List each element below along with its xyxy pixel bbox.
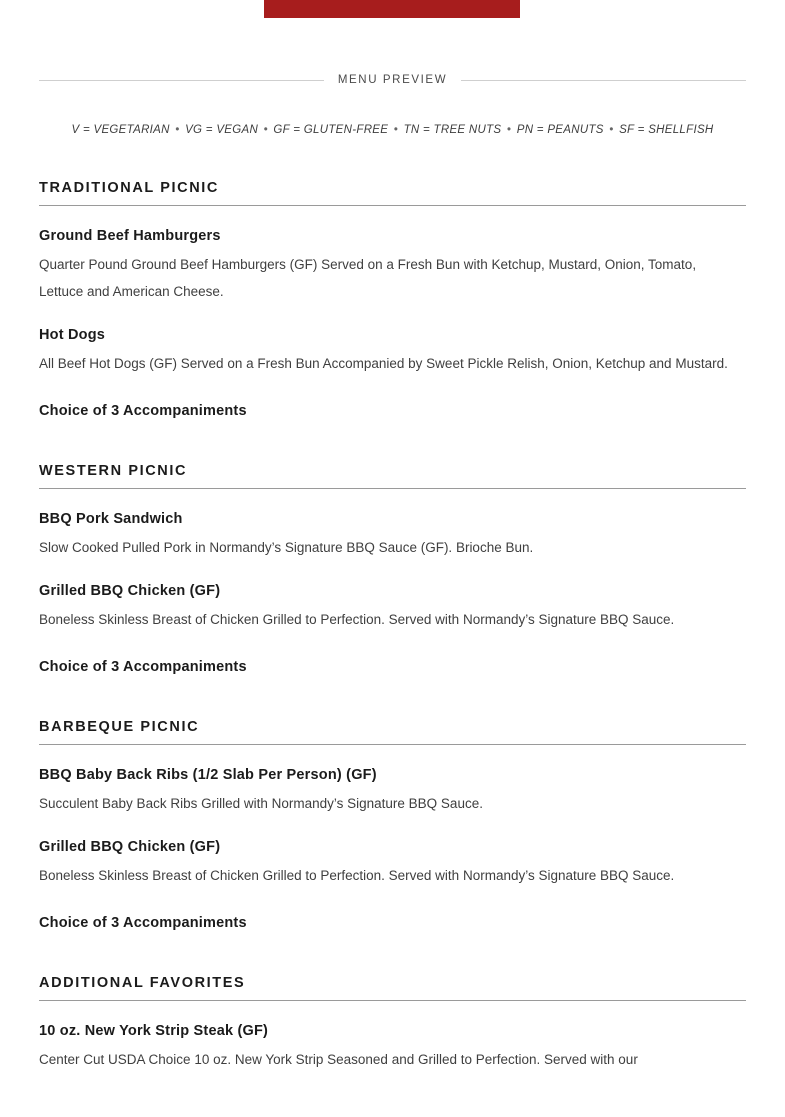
menu-section (39, 975, 746, 1073)
menu-item (39, 228, 746, 305)
divider-rule-left (39, 80, 324, 81)
legend-entry (517, 124, 604, 136)
accompaniments-note: Choice of 3 Accompaniments (39, 915, 247, 931)
menu-item (39, 583, 746, 633)
legend-entry (273, 124, 388, 136)
menu-item-name: BBQ Pork Sandwich (39, 511, 183, 527)
menu-section (39, 463, 746, 675)
legend-separator: • (503, 124, 515, 136)
menu-item-name: Grilled BBQ Chicken (GF) (39, 583, 221, 599)
menu-sections (39, 180, 746, 1073)
legend-code: VG (185, 124, 203, 136)
legend-name: GLUTEN-FREE (303, 124, 389, 136)
section-title: WESTERN PICNIC (39, 463, 746, 489)
menu-item-description: Boneless Skinless Breast of Chicken Grilled to Perfection. Served with Normandy’s Signature BBQ Sauce. (39, 868, 675, 883)
menu-item-description: Quarter Pound Ground Beef Hamburgers (GF) Served on a Fresh Bun with Ketchup, Mustard, Onion, Tomato, Lettuce and American Cheese. (39, 257, 697, 299)
menu-item-name: 10 oz. New York Strip Steak (GF) (39, 1023, 269, 1039)
menu-item-name: Ground Beef Hamburgers (39, 228, 221, 244)
menu-item-name: Grilled BBQ Chicken (GF) (39, 839, 221, 855)
legend-name: VEGAN (216, 124, 259, 136)
menu-content (39, 74, 746, 1083)
accompaniments-note: Choice of 3 Accompaniments (39, 659, 247, 675)
legend-equals: = (202, 124, 217, 136)
menu-section (39, 719, 746, 931)
legend-name: SHELLFISH (648, 124, 714, 136)
menu-item-description: Succulent Baby Back Ribs Grilled with Normandy’s Signature BBQ Sauce. (39, 796, 483, 811)
legend-equals: = (79, 124, 94, 136)
cta-button[interactable] (264, 0, 520, 18)
legend-separator: • (605, 124, 618, 136)
legend-code: GF (273, 124, 290, 136)
menu-item-description: Center Cut USDA Choice 10 oz. New York Strip Seasoned and Grilled to Perfection. Served with our (39, 1052, 638, 1067)
legend-entry (185, 124, 258, 136)
menu-item-name: BBQ Baby Back Ribs (1/2 Slab Per Person) (GF) (39, 767, 377, 783)
legend-equals: = (419, 124, 434, 136)
legend-name: PEANUTS (547, 124, 604, 136)
menu-preview-divider (39, 74, 746, 86)
menu-item-description: Slow Cooked Pulled Pork in Normandy’s Signature BBQ Sauce (GF). Brioche Bun. (39, 540, 534, 555)
menu-item (39, 327, 746, 377)
legend-separator: • (390, 124, 402, 136)
section-title: BARBEQUE PICNIC (39, 719, 746, 745)
section-title: TRADITIONAL PICNIC (39, 180, 746, 206)
menu-item (39, 767, 746, 817)
menu-item-name: Hot Dogs (39, 327, 106, 343)
menu-item (39, 511, 746, 561)
legend-equals: = (634, 124, 649, 136)
legend-entry (404, 124, 502, 136)
legend-equals: = (289, 124, 304, 136)
legend-name: TREE NUTS (433, 124, 502, 136)
legend-name: VEGETARIAN (93, 124, 170, 136)
legend-entry (71, 124, 169, 136)
legend-equals: = (533, 124, 548, 136)
legend-code: PN (516, 124, 534, 136)
section-title: ADDITIONAL FAVORITES (39, 975, 746, 1001)
legend-code: SF (619, 124, 635, 136)
divider-rule-right (461, 80, 746, 81)
menu-item-description: All Beef Hot Dogs (GF) Served on a Fresh Bun Accompanied by Sweet Pickle Relish, Onion, Ketchup and Mustard. (39, 356, 728, 371)
legend-separator: • (260, 124, 272, 136)
top-button-region (0, 0, 785, 18)
menu-item-description: Boneless Skinless Breast of Chicken Grilled to Perfection. Served with Normandy’s Signature BBQ Sauce. (39, 612, 675, 627)
legend-entry (619, 124, 713, 136)
menu-section (39, 180, 746, 419)
menu-item (39, 839, 746, 889)
legend-code: V (71, 124, 80, 136)
legend-code: TN (403, 124, 420, 136)
allergen-legend (39, 124, 746, 136)
menu-preview-label: MENU PREVIEW (337, 74, 448, 86)
menu-item (39, 1023, 746, 1073)
accompaniments-note: Choice of 3 Accompaniments (39, 403, 247, 419)
legend-separator: • (171, 124, 184, 136)
